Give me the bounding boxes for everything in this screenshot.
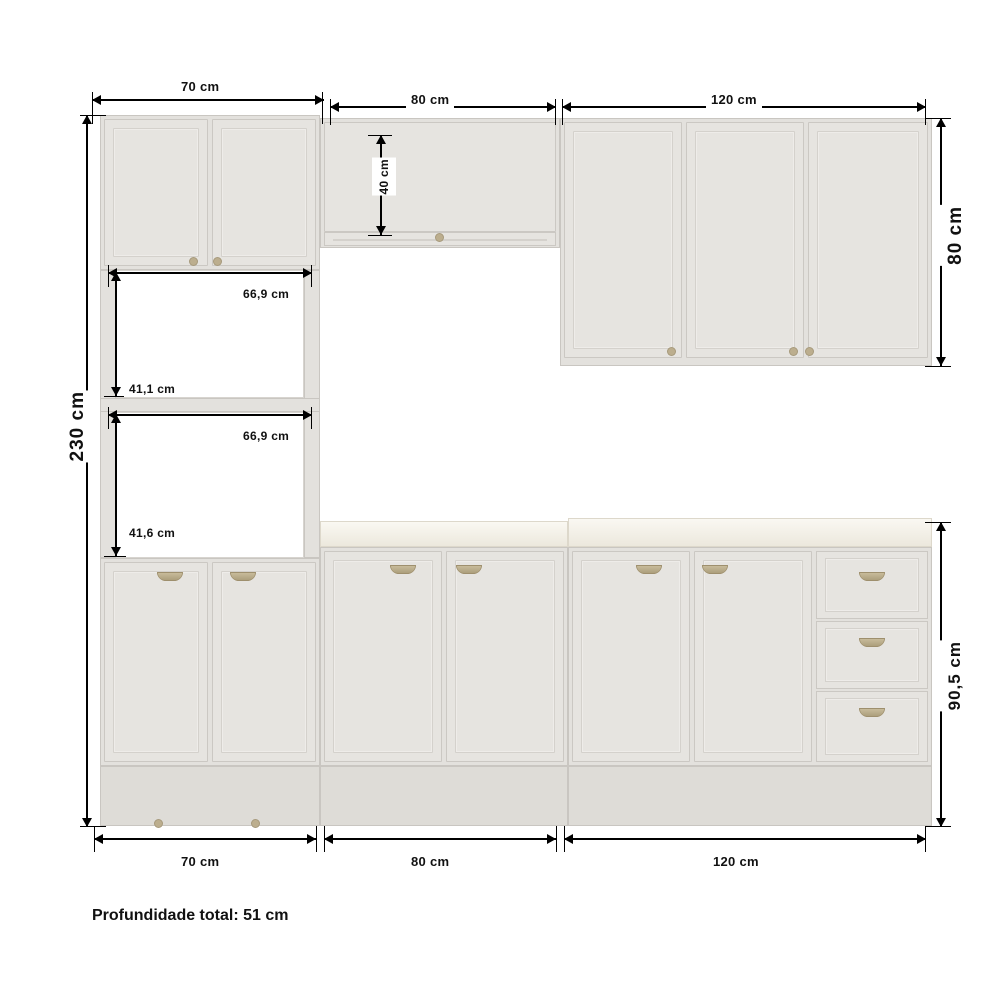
- top-70-tick-left: [92, 92, 93, 124]
- niche-lower-width-tick-right: [311, 407, 312, 429]
- niche-upper-height-arrow-top: [111, 272, 121, 281]
- depth-footnote: Profundidade total: 51 cm: [92, 907, 289, 924]
- total-height-label: 230 cm: [62, 390, 94, 462]
- niche-upper-height-tick-bottom: [104, 396, 126, 397]
- base-80-door-left: [324, 551, 442, 762]
- hood-height-tick-bottom: [368, 235, 392, 236]
- base-120-door-left: [572, 551, 690, 762]
- bottom-120-label: 120 cm: [708, 853, 764, 870]
- tower-upper-knob-left: [190, 258, 197, 265]
- niche-lower-height-arrow-bottom: [111, 547, 121, 556]
- niche-upper-height-label: 41,1 cm: [124, 381, 180, 397]
- tower-shelf-middle: [100, 398, 320, 412]
- bottom-70-tick-left: [94, 826, 95, 852]
- bottom-120-tick-left: [564, 826, 565, 852]
- base-120-drawer-2: [816, 621, 928, 689]
- bottom-80-tick-left: [324, 826, 325, 852]
- top-120-label: 120 cm: [706, 91, 762, 108]
- total-height-tick-bottom: [80, 826, 106, 827]
- bottom-80-arrow-right: [547, 834, 556, 844]
- plinth-left-foot-1: [155, 820, 162, 827]
- upper-120-door-3: [808, 122, 928, 358]
- upper-120-door-2: [686, 122, 804, 358]
- niche-lower-width-line: [108, 414, 312, 416]
- hood-knob: [436, 234, 443, 241]
- niche-lower-height-line: [115, 414, 117, 556]
- top-70-line: [92, 99, 324, 101]
- niche-upper-width-label: 66,9 cm: [238, 286, 294, 302]
- base-70-door-left: [104, 562, 208, 762]
- base-120-drawer-3: [816, 691, 928, 762]
- niche-lower-width-tick-left: [108, 407, 109, 429]
- upper-120-knob-3: [806, 348, 813, 355]
- countertop-left: [320, 521, 568, 547]
- top-120-tick-right: [925, 99, 926, 125]
- upper-120-door-1: [564, 122, 682, 358]
- niche-lower-width-label: 66,9 cm: [238, 428, 294, 444]
- plinth-right: [568, 766, 932, 826]
- hood-height-tick-top: [368, 135, 392, 136]
- upper-height-arrow-bottom: [936, 357, 946, 366]
- upper-height-label: 80 cm: [940, 205, 972, 266]
- plinth-left: [100, 766, 320, 826]
- bottom-120-line: [564, 838, 926, 840]
- top-120-tick-left: [562, 99, 563, 125]
- niche-lower-height-label: 41,6 cm: [124, 525, 180, 541]
- niche-upper-height-arrow-bottom: [111, 387, 121, 396]
- niche-upper-width-tick-left: [108, 265, 109, 287]
- bottom-70-tick-right: [316, 826, 317, 852]
- plinth-center: [320, 766, 568, 826]
- niche-lower-height-tick-bottom: [104, 556, 126, 557]
- tower-upper-door-right: [212, 119, 316, 266]
- bottom-70-line: [94, 838, 316, 840]
- top-80-tick-right: [555, 99, 556, 125]
- tower-upper-door-left: [104, 119, 208, 266]
- bottom-80-line: [324, 838, 556, 840]
- bottom-80-tick-right: [556, 826, 557, 852]
- total-height-line: [86, 115, 88, 827]
- niche-upper-height-line: [115, 272, 117, 396]
- top-80-tick-left: [330, 99, 331, 125]
- upper-120-knob-2: [790, 348, 797, 355]
- base-120-door-right: [694, 551, 812, 762]
- hood-door: [324, 122, 556, 232]
- upper-height-tick-top: [925, 118, 951, 119]
- base-80-door-right: [446, 551, 564, 762]
- upper-120-knob-1: [668, 348, 675, 355]
- bottom-70-arrow-right: [307, 834, 316, 844]
- hood-height-label: 40 cm: [372, 158, 396, 196]
- upper-height-tick-bottom: [925, 366, 951, 367]
- plinth-left-foot-2: [252, 820, 259, 827]
- top-80-label: 80 cm: [406, 91, 454, 108]
- bottom-80-label: 80 cm: [406, 853, 454, 870]
- bottom-120-tick-right: [925, 826, 926, 852]
- base-70-door-right: [212, 562, 316, 762]
- niche-upper-width-tick-right: [311, 265, 312, 287]
- base-height-tick-bottom: [925, 826, 951, 827]
- hood-height-arrow-bottom: [376, 226, 386, 235]
- base-height-label: 90,5 cm: [940, 640, 970, 711]
- niche-upper-width-line: [108, 272, 312, 274]
- total-height-tick-top: [80, 115, 106, 116]
- top-70-tick-right: [322, 92, 323, 124]
- bottom-70-label: 70 cm: [176, 853, 224, 870]
- tower-upper-knob-right: [214, 258, 221, 265]
- top-70-label: 70 cm: [176, 78, 224, 95]
- niche-lower-height-arrow-top: [111, 414, 121, 423]
- base-120-drawer-1: [816, 551, 928, 619]
- countertop-right: [568, 518, 932, 547]
- base-height-tick-top: [925, 522, 951, 523]
